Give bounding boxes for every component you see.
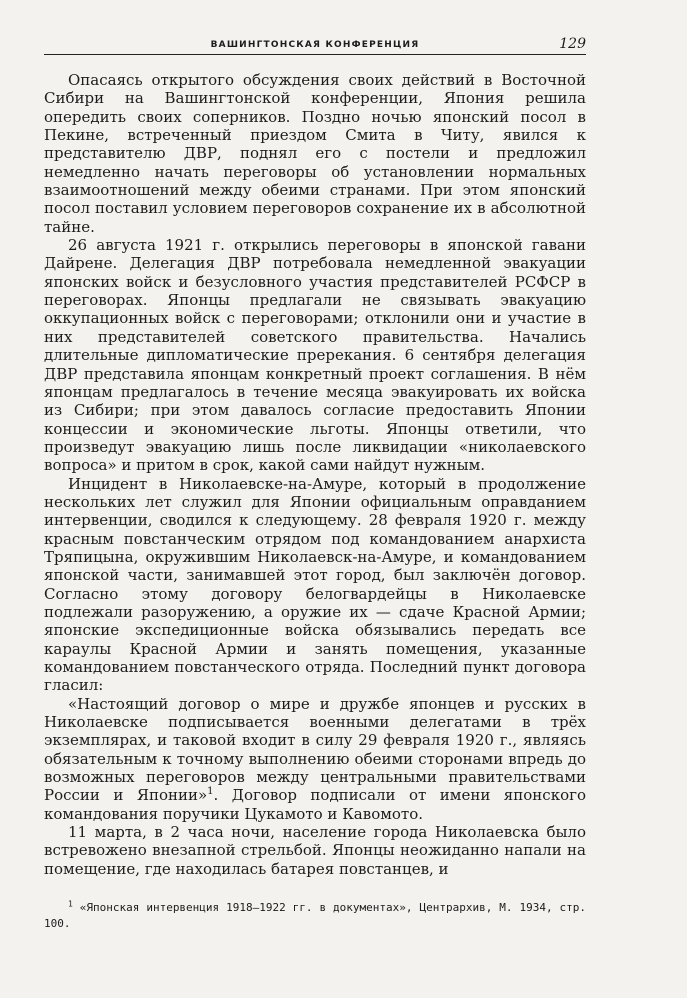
main-text	[44, 71, 586, 878]
running-head: ВАШИНГТОНСКАЯ КОНФЕРЕНЦИЯ	[210, 40, 420, 50]
book-page	[44, 36, 586, 932]
paragraph: 11 марта, в 2 часа ночи, население города Николаевска было встревожено внезапной стрельбой. Японцы неожиданно напали на помещение, где находилась батарея повстанцев, и	[44, 823, 586, 878]
quote-paragraph	[44, 695, 586, 823]
footnote-mark: 1	[68, 899, 73, 909]
treaty-quote: «Настоящий договор о мире и дружбе японцев и русских в Николаевске подписывается военными делегатами в трёх экземплярах, и таковой входит в силу 29 февраля 1920 г., являясь обязательным к точному выполнению обеими сторонами впредь до возможных переговоров между центральными правительствами России и Японии»	[44, 694, 586, 805]
footnote-reference: 1	[207, 786, 214, 798]
footnote-text: «Японская интервенция 1918—1922 гг. в документах», Центрархив, М. 1934, стр. 100.	[44, 901, 586, 931]
paragraph: Инцидент в Николаевске-на-Амуре, который в продолжение нескольких лет служил для Японии официальным оправданием интервенции, сводился к следующему. 28 февраля 1920 г. между красным повстанческим отрядом под командованием анархиста Тряпицына, окружившим Николаевск-на-Амуре, и командованием японской части, занимавшей этот город, был заключён договор. Согласно этому договору белогвардейцы в Николаевске подлежали разоружению, а оружие их — сдаче Красной Армии; японские экспедиционные войска обязывались передать все караулы Красной Армии и занять помещения, указанные командованием повстанческого отряда. Последний пункт договора гласил:	[44, 474, 586, 695]
footnote	[44, 900, 586, 932]
page-header	[44, 36, 586, 55]
paragraph: Опасаясь открытого обсуждения своих действий в Восточной Сибири на Вашингтонской конференции, Япония решила опередить своих соперников. Поздно ночью японский посол в Пекине, встреченный приездом Смита в Читу, явился к представителю ДВР, поднял его с постели и предложил немедленно начать переговоры об установлении нормальных взаимоотношений между обеими странами. При этом японский посол поставил условием переговоров сохранение их в абсолютной тайне.	[44, 71, 586, 236]
quote-continuation: . Договор подписали от имени японского командования поручики Цукамото и Кавомото.	[44, 786, 586, 823]
page-number: 129	[559, 36, 586, 52]
paragraph: 26 августа 1921 г. открылись переговоры в японской гавани Дайрене. Делегация ДВР потребовала немедленной эвакуации японских войск и безусловного участия представителей РСФСР в переговорах. Японцы предлагали не связывать эвакуацию оккупационных войск с переговорами; отклонили они и участие в них представителей советского правительства. Начались длительные дипломатические пререкания. 6 сентября делегация ДВР представила японцам конкретный проект соглашения. В нём японцам предлагалось в течение месяца эвакуировать их войска из Сибири; при этом давалось согласие предоставить Японии концессии и экономические льготы. Японцы ответили, что произведут эвакуацию лишь после ликвидации «николаевского вопроса» и притом в срок, какой сами найдут нужным.	[44, 236, 586, 475]
